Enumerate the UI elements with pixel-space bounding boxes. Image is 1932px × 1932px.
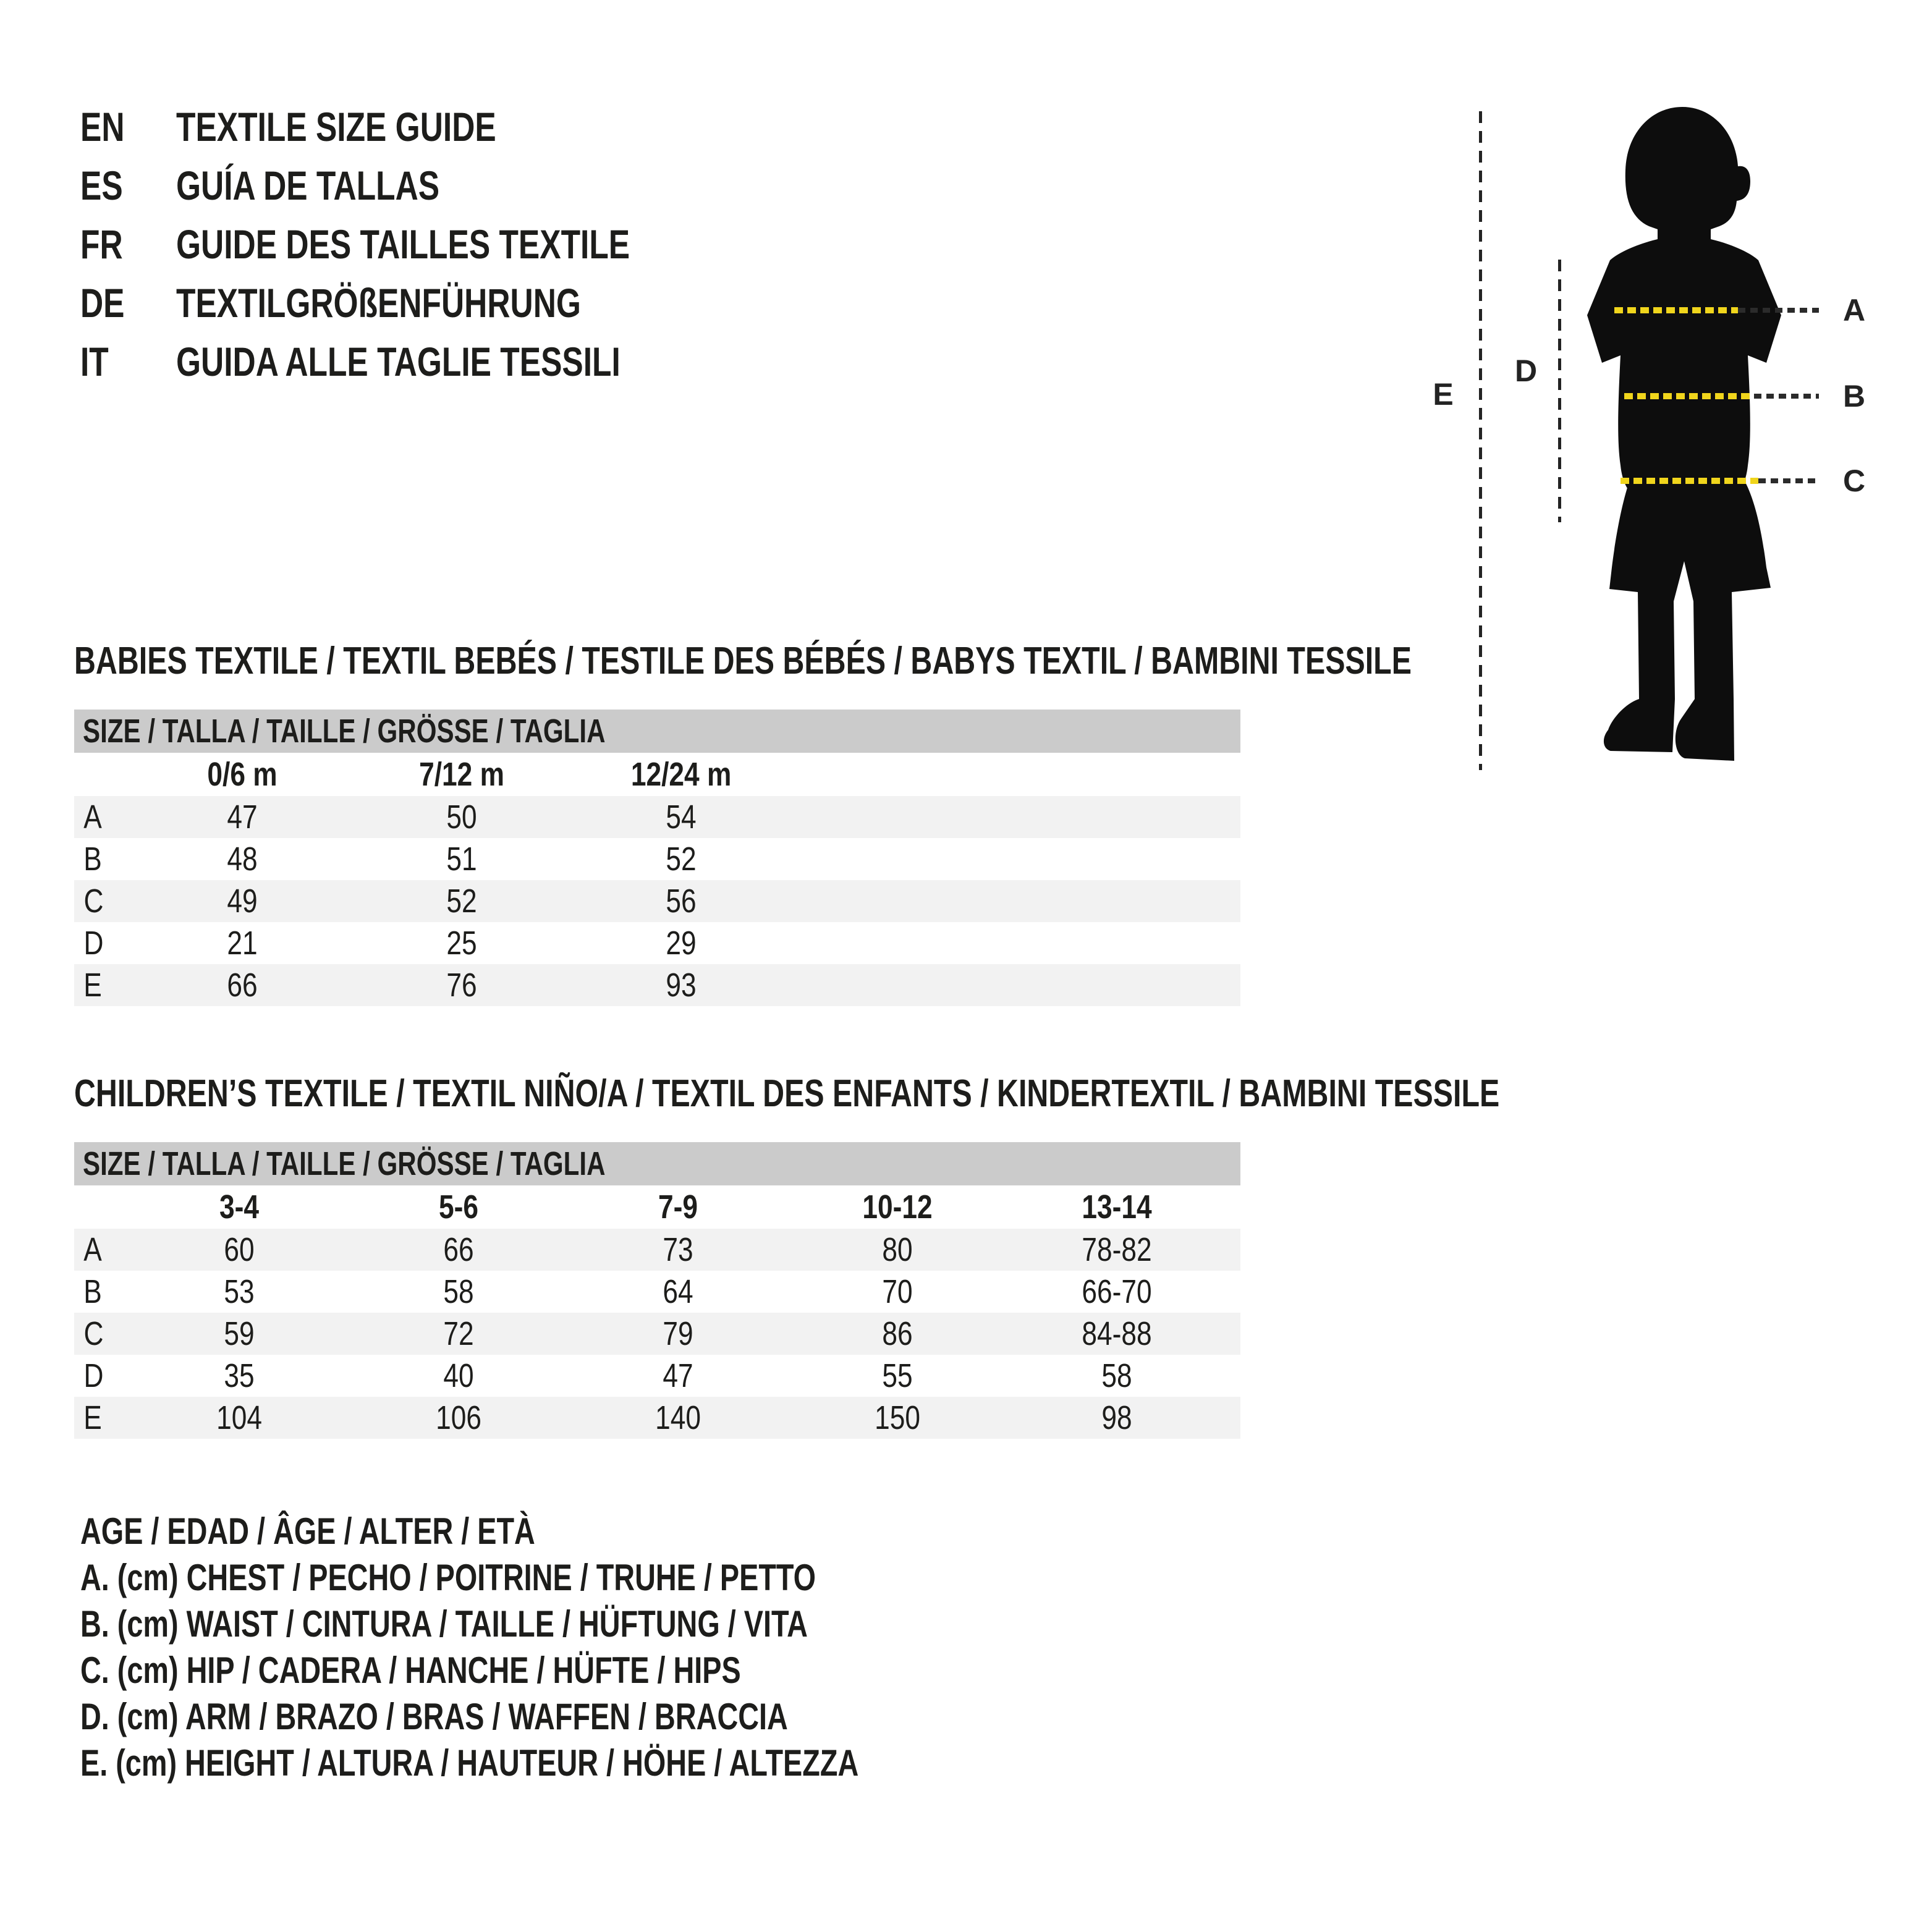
children-col-3-4: 3-4	[219, 1188, 260, 1226]
cell: 52	[446, 883, 478, 920]
chest-measure-line-a	[1614, 307, 1828, 313]
children-table-header-bar	[74, 1142, 1240, 1185]
cell: 73	[663, 1231, 694, 1268]
cell: 84-88	[1082, 1315, 1153, 1352]
cell: 52	[666, 841, 697, 878]
row-label: C	[83, 883, 104, 920]
hip-line-yellow-dashes	[1621, 478, 1758, 484]
row-label: B	[83, 1273, 102, 1310]
cell: 50	[446, 799, 478, 836]
cell: 59	[224, 1315, 255, 1352]
cell: 53	[224, 1273, 255, 1310]
cell: 66-70	[1082, 1273, 1153, 1310]
cell: 106	[436, 1399, 482, 1436]
cell: 72	[443, 1315, 475, 1352]
babies-section-heading: BABIES TEXTILE / TEXTIL BEBÉS / TESTILE DES BÉBÉS / BABYS TEXTIL / BAMBINI TESSILE	[74, 640, 1412, 682]
row-label: C	[83, 1315, 104, 1352]
cell: 48	[227, 841, 258, 878]
cell: 66	[443, 1231, 475, 1268]
table-row	[74, 838, 1240, 880]
waist-line-yellow-dashes	[1624, 393, 1754, 399]
hip-label-c: C	[1842, 464, 1866, 498]
cell: 25	[446, 925, 478, 962]
cell: 40	[443, 1357, 475, 1394]
lang-code-fr: FR	[80, 221, 123, 267]
chest-line-yellow-dashes	[1614, 307, 1738, 313]
cell: 29	[666, 925, 697, 962]
legend-age: AGE / EDAD / ÂGE / ALTER / ETÀ	[80, 1510, 535, 1552]
height-label-e: E	[1433, 377, 1454, 412]
table-row	[74, 1271, 1240, 1313]
row-label: D	[83, 925, 104, 962]
cell: 47	[227, 799, 258, 836]
cell: 150	[875, 1399, 921, 1436]
children-column-header-row	[74, 1185, 1240, 1229]
children-section-heading: CHILDREN’S TEXTILE / TEXTIL NIÑO/A / TEXTIL DES ENFANTS / KINDERTEXTIL / BAMBINI TESSILE	[74, 1072, 1500, 1115]
cell: 35	[224, 1357, 255, 1394]
babies-col-12-24m: 12/24 m	[631, 756, 732, 793]
hip-line-dark-dashes	[1758, 478, 1819, 483]
row-label: A	[83, 799, 102, 836]
legend-arm: D. (cm) ARM / BRAZO / BRAS / WAFFEN / BRACCIA	[80, 1696, 788, 1737]
row-label: E	[83, 967, 102, 1004]
children-size-table	[74, 1142, 1240, 1439]
cell: 66	[227, 967, 258, 1004]
cell: 51	[446, 841, 478, 878]
title-es: GUÍA DE TALLAS	[176, 163, 440, 208]
lang-code-de: DE	[80, 280, 125, 326]
legend-hip: C. (cm) HIP / CADERA / HANCHE / HÜFTE / HIPS	[80, 1650, 741, 1691]
title-it: GUIDA ALLE TAGLIE TESSILI	[176, 339, 621, 384]
babies-col-0-6m: 0/6 m	[207, 756, 278, 793]
title-en: TEXTILE SIZE GUIDE	[176, 104, 496, 150]
waist-label-b: B	[1842, 379, 1866, 413]
babies-size-header-label: SIZE / TALLA / TAILLE / GRÖSSE / TAGLIA	[83, 713, 606, 750]
waist-line-dark-dashes	[1754, 394, 1819, 399]
table-row	[74, 1229, 1240, 1271]
title-fr: GUIDE DES TAILLES TEXTILE	[176, 221, 630, 267]
cell: 54	[666, 799, 697, 836]
cell: 55	[882, 1357, 913, 1394]
table-row	[74, 796, 1240, 838]
children-col-7-9: 7-9	[658, 1188, 698, 1226]
row-label: E	[83, 1399, 102, 1436]
chest-label-a: A	[1842, 293, 1866, 328]
legend-chest: A. (cm) CHEST / PECHO / POITRINE / TRUHE / PETTO	[80, 1557, 816, 1598]
cell: 79	[663, 1315, 694, 1352]
waist-measure-line-b	[1624, 393, 1828, 399]
cell: 98	[1101, 1399, 1133, 1436]
lang-code-en: EN	[80, 104, 125, 150]
legend-height: E. (cm) HEIGHT / ALTURA / HAUTEUR / HÖHE / ALTEZZA	[80, 1742, 859, 1784]
cell: 47	[663, 1357, 694, 1394]
table-row	[74, 880, 1240, 922]
chest-line-dark-dashes	[1738, 308, 1819, 313]
table-row	[74, 1313, 1240, 1355]
table-row	[74, 964, 1240, 1006]
cell: 60	[224, 1231, 255, 1268]
cell: 58	[443, 1273, 475, 1310]
babies-table-header-bar	[74, 710, 1240, 753]
babies-size-table	[74, 710, 1240, 1006]
children-col-10-12: 10-12	[862, 1188, 933, 1226]
cell: 140	[655, 1399, 701, 1436]
cell: 64	[663, 1273, 694, 1310]
cell: 49	[227, 883, 258, 920]
cell: 86	[882, 1315, 913, 1352]
lang-code-es: ES	[80, 163, 123, 208]
legend-waist: B. (cm) WAIST / CINTURA / TAILLE / HÜFTUNG / VITA	[80, 1603, 808, 1645]
children-col-13-14: 13-14	[1082, 1188, 1153, 1226]
cell: 93	[666, 967, 697, 1004]
table-row	[74, 1355, 1240, 1397]
cell: 21	[227, 925, 258, 962]
cell: 56	[666, 883, 697, 920]
row-label: A	[83, 1231, 102, 1268]
babies-column-header-row	[74, 753, 1240, 796]
lang-code-it: IT	[80, 339, 109, 384]
cell: 70	[882, 1273, 913, 1310]
cell: 80	[882, 1231, 913, 1268]
row-label: B	[83, 841, 102, 878]
table-row	[74, 1397, 1240, 1439]
cell: 104	[216, 1399, 263, 1436]
hip-measure-line-c	[1621, 478, 1828, 484]
cell: 78-82	[1082, 1231, 1153, 1268]
title-de: TEXTILGRÖßENFÜHRUNG	[176, 280, 581, 326]
children-col-5-6: 5-6	[439, 1188, 479, 1226]
arm-label-d: D	[1514, 354, 1538, 388]
children-size-header-label: SIZE / TALLA / TAILLE / GRÖSSE / TAGLIA	[83, 1145, 606, 1182]
babies-col-7-12m: 7/12 m	[419, 756, 505, 793]
table-row	[74, 922, 1240, 964]
arm-guide-line-d	[1558, 260, 1561, 522]
row-label: D	[83, 1357, 104, 1394]
cell: 76	[446, 967, 478, 1004]
cell: 58	[1101, 1357, 1133, 1394]
